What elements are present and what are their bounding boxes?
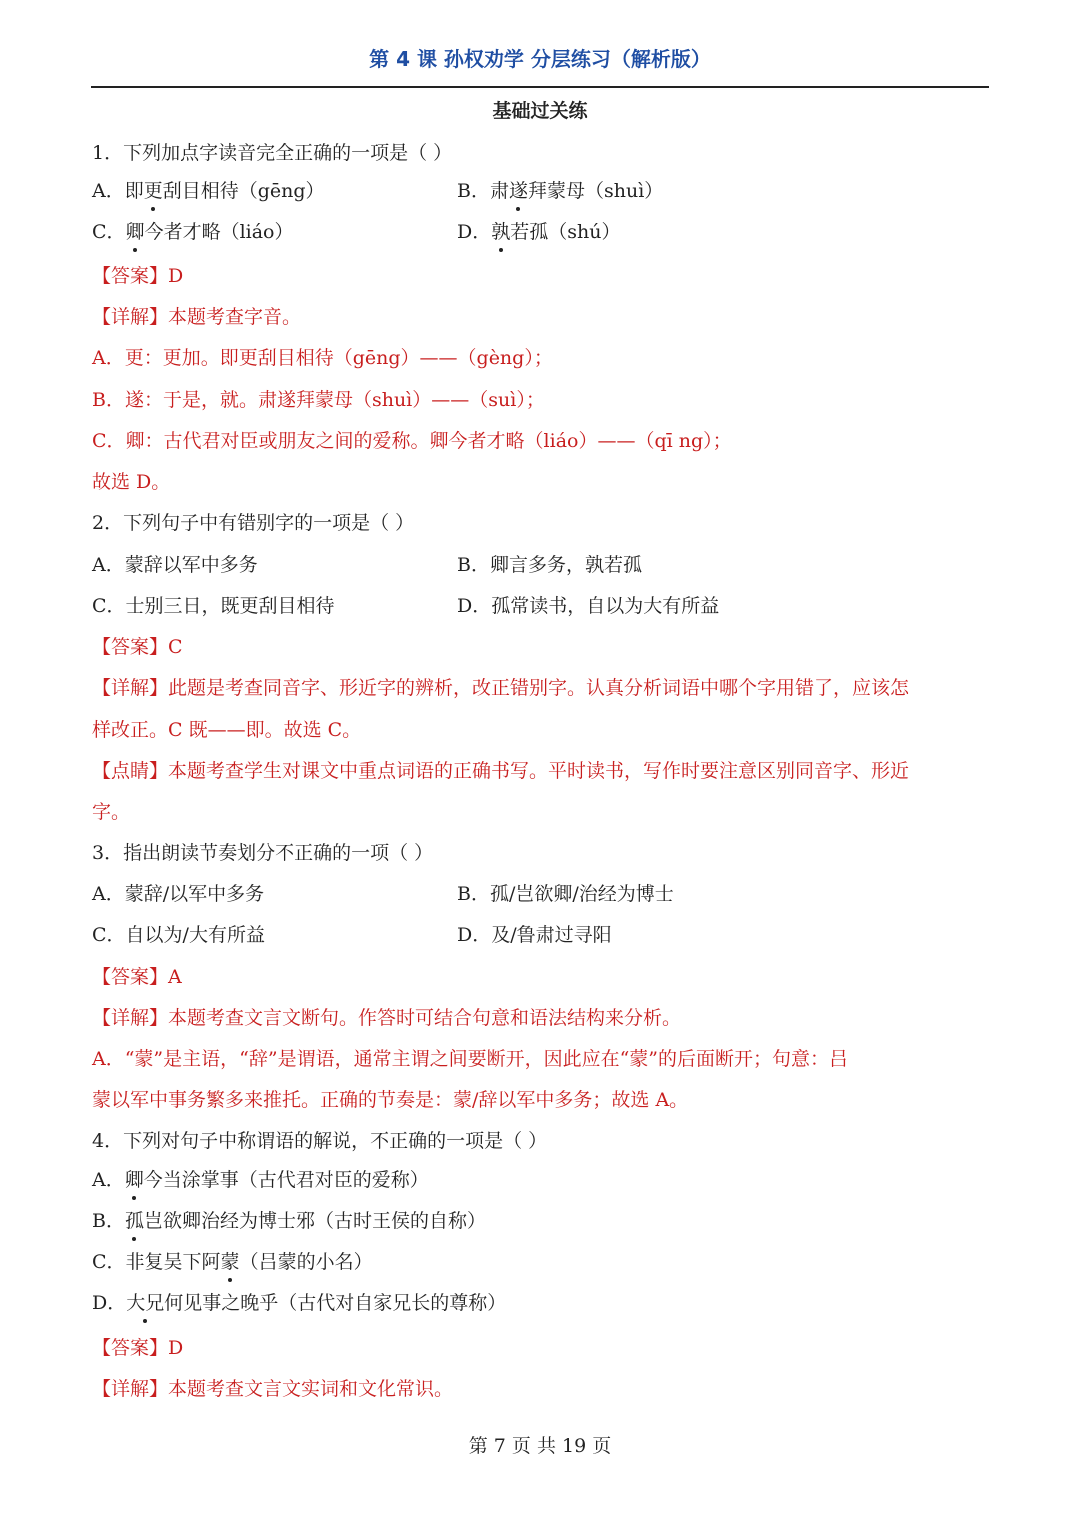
q1-option-a (92, 176, 325, 206)
emphasis-dot-char: 遂 (509, 176, 528, 206)
q1-stem: 1．下列加点字读音完全正确的一项是（ ） (92, 142, 453, 164)
q1-b-text: 拜蒙母（shuì） (527, 180, 664, 202)
detail-tag: 【详解】 (92, 306, 169, 328)
q1-a-prefix: A．即 (92, 180, 144, 202)
q4-a-text: 今当涂掌事（古代君对臣的爱称） (143, 1169, 429, 1191)
q1-conclusion: 故选 D。 (92, 471, 171, 493)
q4-option-b (92, 1206, 486, 1236)
q4-option-a (92, 1165, 429, 1195)
q3-option-d: D．及/鲁肃过寻阳 (457, 924, 612, 946)
q2-option-d: D．孤常读书，自以为大有所益 (457, 595, 720, 617)
q4-b-prefix: B． (92, 1210, 125, 1232)
emphasis-dot-char: 孰 (491, 217, 510, 247)
q1-c-text: 今者才略（liáo） (144, 221, 294, 243)
q2-answer (92, 632, 183, 662)
page-number: 第 7 页 共 19 页 (468, 1435, 612, 1457)
answer-value: D (168, 265, 184, 287)
q4-option-c (92, 1247, 373, 1277)
answer-value: D (168, 1337, 184, 1359)
q4-option-d (92, 1288, 506, 1318)
q2-option-a: A．蒙辞以军中多务 (92, 554, 258, 576)
detail-tag: 【详解】 (92, 1378, 169, 1400)
q2-detail-line-2: 样改正。C 既——即。故选 C。 (92, 719, 362, 741)
detail-tag: 【详解】 (92, 1007, 169, 1029)
q3-option-c: C．自以为/大有所益 (92, 924, 265, 946)
q2-option-b: B．卿言多务，孰若孤 (457, 554, 642, 576)
emphasis-dot-char: 卿 (125, 1165, 144, 1195)
emphasis-dot-char: 孤 (125, 1206, 144, 1236)
q2-option-c: C．士别三日，既更刮目相待 (92, 595, 335, 617)
detail-text: 本题考查字音。 (168, 306, 302, 328)
q2-point-line-2: 字。 (92, 801, 131, 823)
answer-tag: 【答案】 (92, 636, 169, 658)
answer-value: A (168, 966, 182, 988)
emphasis-dot-char: 卿 (126, 217, 145, 247)
answer-value: C (168, 636, 183, 658)
q3-explain-line-1: A．“蒙”是主语，“辞”是谓语，通常主谓之间要断开，因此应在“蒙”的后面断开；句意：吕 (92, 1048, 849, 1070)
q3-stem: 3．指出朗读节奏划分不正确的一项（ ） (92, 842, 434, 864)
point-text: 本题考查学生对课文中重点词语的正确书写。平时读书，写作时要注意区别同音字、形近 (168, 760, 910, 782)
q4-stem: 4．下列对句子中称谓语的解说，不正确的一项是（ ） (92, 1130, 548, 1152)
header-divider (91, 86, 989, 88)
q1-option-b (457, 176, 663, 206)
q1-detail (92, 302, 301, 332)
detail-text: 本题考查文言文实词和文化常识。 (168, 1378, 454, 1400)
q1-a-text: 刮目相待（gēng） (162, 180, 325, 202)
q4-a-prefix: A． (92, 1169, 125, 1191)
emphasis-dot-char: 更 (144, 176, 163, 206)
emphasis-dot-char: 大兄 (126, 1288, 164, 1318)
q1-option-c (92, 217, 293, 247)
q4-d-text: 何见事之晚乎（古代对自家兄长的尊称） (164, 1292, 507, 1314)
q1-c-prefix: C． (92, 221, 126, 243)
q4-answer (92, 1333, 183, 1363)
q1-answer (92, 261, 183, 291)
answer-tag: 【答案】 (92, 265, 169, 287)
q3-option-b: B．孤/岂欲卿/治经为博士 (457, 883, 674, 905)
q3-option-a: A．蒙辞/以军中多务 (92, 883, 265, 905)
q4-detail (92, 1374, 453, 1404)
q4-c-text: （吕蒙的小名） (239, 1251, 373, 1273)
q3-explain-line-2: 蒙以军中事务繁多来推托。正确的节奏是：蒙/辞以军中多务；故选 A。 (92, 1089, 689, 1111)
emphasis-dot-char: 蒙 (221, 1247, 240, 1277)
answer-tag: 【答案】 (92, 966, 169, 988)
point-tag: 【点睛】 (92, 760, 169, 782)
q1-option-d (457, 217, 620, 247)
detail-text: 本题考查文言文断句。作答时可结合句意和语法结构来分析。 (168, 1007, 682, 1029)
detail-tag: 【详解】 (92, 677, 169, 699)
q1-explain-c: C．卿：古代君对臣或朋友之间的爱称。卿今者才略（liáo）——（qī ng）； (92, 430, 732, 452)
detail-text: 此题是考查同音字、形近字的辨析，改正错别字。认真分析词语中哪个字用错了，应该怎 (168, 677, 910, 699)
q1-explain-b: B．遂：于是，就。肃遂拜蒙母（shuì）——（suì）； (92, 389, 545, 411)
page-header-title: 第 4 课 孙权劝学 分层练习（解析版） (369, 47, 711, 71)
answer-tag: 【答案】 (92, 1337, 169, 1359)
q2-detail-line-1 (92, 673, 909, 703)
q4-b-text: 岂欲卿治经为博士邪（古时王侯的自称） (143, 1210, 486, 1232)
q1-d-prefix: D． (457, 221, 492, 243)
q4-c-prefix: C．非复吴下阿 (92, 1251, 221, 1273)
q2-stem: 2．下列句子中有错别字的一项是（ ） (92, 512, 415, 534)
q1-b-prefix: B．肃 (457, 180, 509, 202)
q3-answer (92, 962, 182, 992)
q1-explain-a: A．更：更加。即更刮目相待（gēng）——（gèng）； (92, 347, 553, 369)
q4-d-prefix: D． (92, 1292, 127, 1314)
q2-point-line-1 (92, 756, 909, 786)
q3-detail (92, 1003, 681, 1033)
section-title: 基础过关练 (492, 100, 588, 122)
q1-d-text: 若孤（shú） (510, 221, 621, 243)
